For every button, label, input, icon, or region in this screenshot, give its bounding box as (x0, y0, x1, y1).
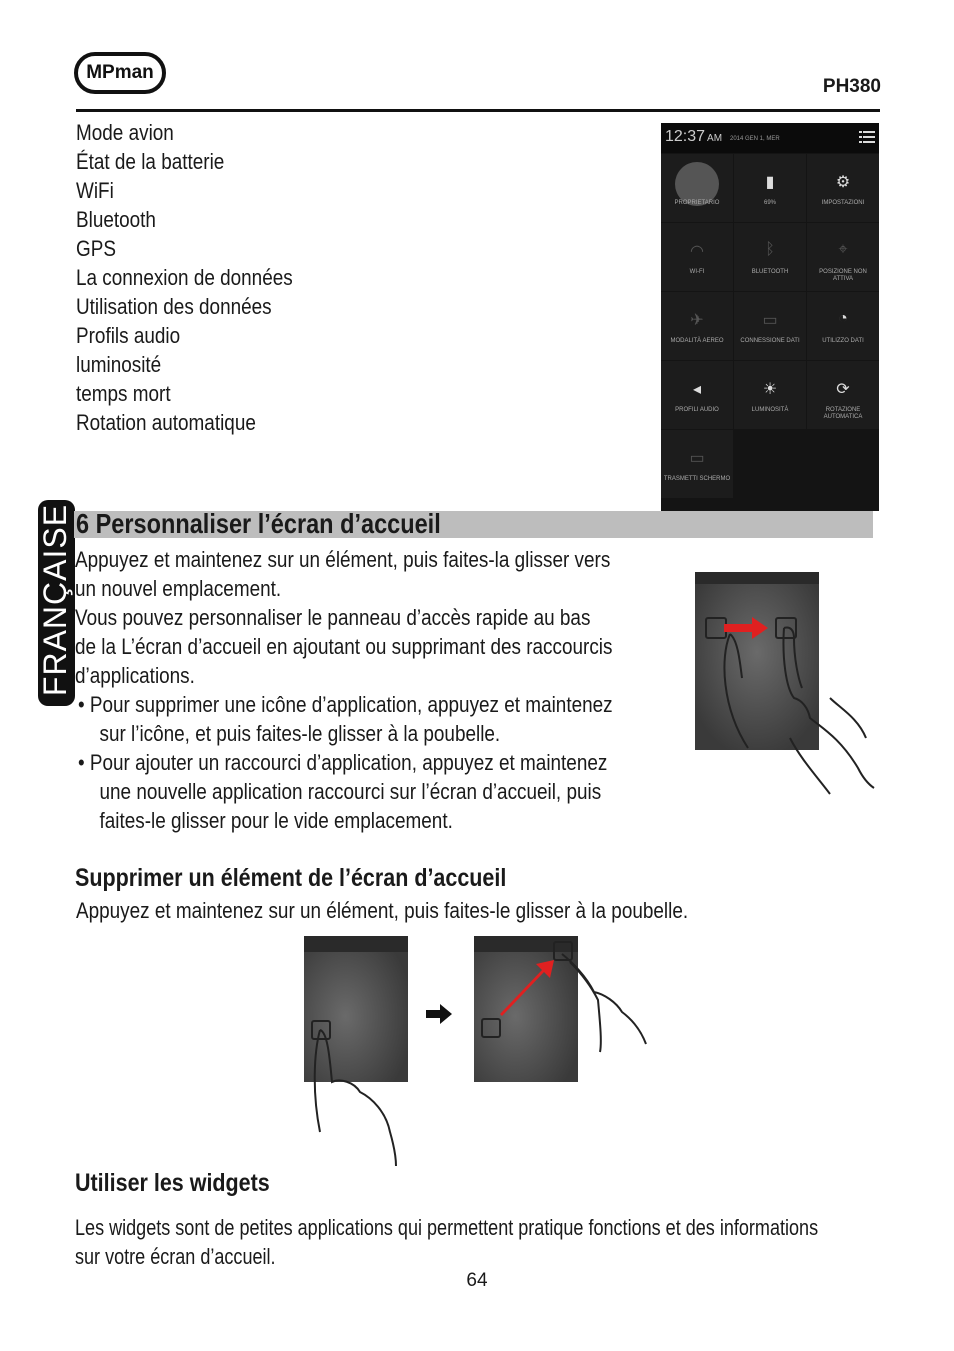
quick-settings-screenshot (661, 123, 879, 511)
quick-tile (661, 361, 733, 429)
list-item: Rotation automatique (76, 410, 256, 435)
quick-tile-label: POSIZIONE NON ATTIVA (819, 269, 867, 282)
quick-tile (807, 223, 879, 291)
data-icon: ▭ (762, 312, 778, 329)
cast-icon: ▭ (689, 450, 705, 467)
bullet-remove: • Pour supprimer une icône d’application, appuyez et maintenez sur l’icône, et puis faites-le glisser à la poubelle. (78, 692, 613, 746)
bullet-add: • Pour ajouter un raccourci d’application, appuyez et maintenez une nouvelle application raccourci sur l’écran d’accueil, puis faites-le glisser pour le vide emplacement. (78, 750, 608, 833)
battery-icon: ▮ (765, 174, 775, 191)
section-text: Appuyez et maintenez sur un élément, puis faites-la glisser vers un nouvel emplacement. Vous pouvez personnaliser le panneau d’accès rapide au bas de la L’écran d’accueil en ajoutant ou supprimant des raccourcis d’applications. (75, 547, 613, 688)
quick-tile (807, 154, 879, 222)
quick-tile-label: UTILIZZO DATI (822, 338, 864, 344)
list-item: Bluetooth (76, 207, 156, 232)
quick-tile-label: TRASMETTI SCHERMO (663, 476, 731, 482)
list-item: État de la batterie (76, 149, 225, 174)
airplane-icon: ✈ (690, 312, 704, 329)
section-title: 6 Personnaliser l’écran d’accueil (76, 508, 441, 539)
quick-tile-label: PROPRIETARIO (674, 200, 720, 206)
drag-move-illustration (690, 568, 882, 798)
quick-tile (661, 223, 733, 291)
remove-text: Appuyez et maintenez sur un élément, puis faites-le glisser à la poubelle. (76, 898, 689, 923)
brightness-icon: ☀ (762, 381, 778, 398)
quick-tile (734, 292, 806, 360)
menu-icon (859, 129, 875, 145)
header-rule (76, 109, 880, 112)
gear-icon: ⚙ (835, 174, 851, 191)
list-item: Utilisation des données (76, 294, 272, 319)
quick-tile (661, 430, 733, 498)
quick-tile-label: BLUETOOTH (751, 269, 789, 275)
model-number: PH380 (822, 76, 881, 97)
quick-tile (807, 292, 879, 360)
quick-tile-label: LUMINOSITÀ (751, 407, 789, 413)
settings-list (76, 118, 328, 437)
clock: 12:37 AM (665, 128, 723, 145)
mpman-logo: MPman (74, 52, 166, 94)
widgets-text: Les widgets sont de petites applications qui permettent pratique fonctions et des informations sur votre écran d’accueil. (75, 1215, 819, 1269)
list-item: GPS (76, 236, 116, 261)
quick-tile (734, 223, 806, 291)
list-item: WiFi (76, 178, 114, 203)
date: 2014 GEN 1, MER (730, 136, 780, 142)
widgets-title: Utiliser les widgets (75, 1169, 270, 1197)
list-item: La connexion de données (76, 265, 293, 290)
drag-remove-illustration (300, 932, 670, 1170)
rotate-icon: ⟳ (836, 381, 850, 398)
bluetooth-icon: ᛒ (765, 241, 775, 258)
language-tab-label: FRANÇAISE (37, 503, 73, 697)
quick-tile (661, 154, 733, 222)
quick-tile (661, 292, 733, 360)
quick-tile (734, 361, 806, 429)
list-item: Mode avion (76, 120, 174, 145)
quick-tile-label: IMPOSTAZIONI (821, 200, 865, 206)
quick-tile-label: PROFILI AUDIO (675, 407, 719, 413)
wifi-icon: ◠ (690, 243, 704, 260)
location-icon: ⌖ (838, 241, 848, 258)
list-item: temps mort (76, 381, 171, 406)
quick-tile (807, 361, 879, 429)
list-item: Profils audio (76, 323, 181, 348)
audio-icon: ◂ (692, 381, 702, 398)
quick-tile (734, 154, 806, 222)
list-item: luminosité (76, 352, 162, 377)
quick-tile-label: 69% (763, 200, 776, 206)
remove-title: Supprimer un élément de l’écran d’accueil (75, 864, 507, 892)
quick-tile-label: ROTAZIONE AUTOMATICA (823, 407, 863, 420)
quick-tile-label: WI-FI (689, 269, 705, 275)
page-number: 64 (466, 1270, 488, 1291)
arrow-right-icon (426, 1004, 452, 1024)
quick-tile-label: CONNESSIONE DATI (740, 338, 800, 344)
quick-tile-label: MODALITÀ AEREO (670, 338, 724, 344)
data-usage-icon: ◔ (838, 310, 848, 327)
status-bar (661, 123, 879, 153)
